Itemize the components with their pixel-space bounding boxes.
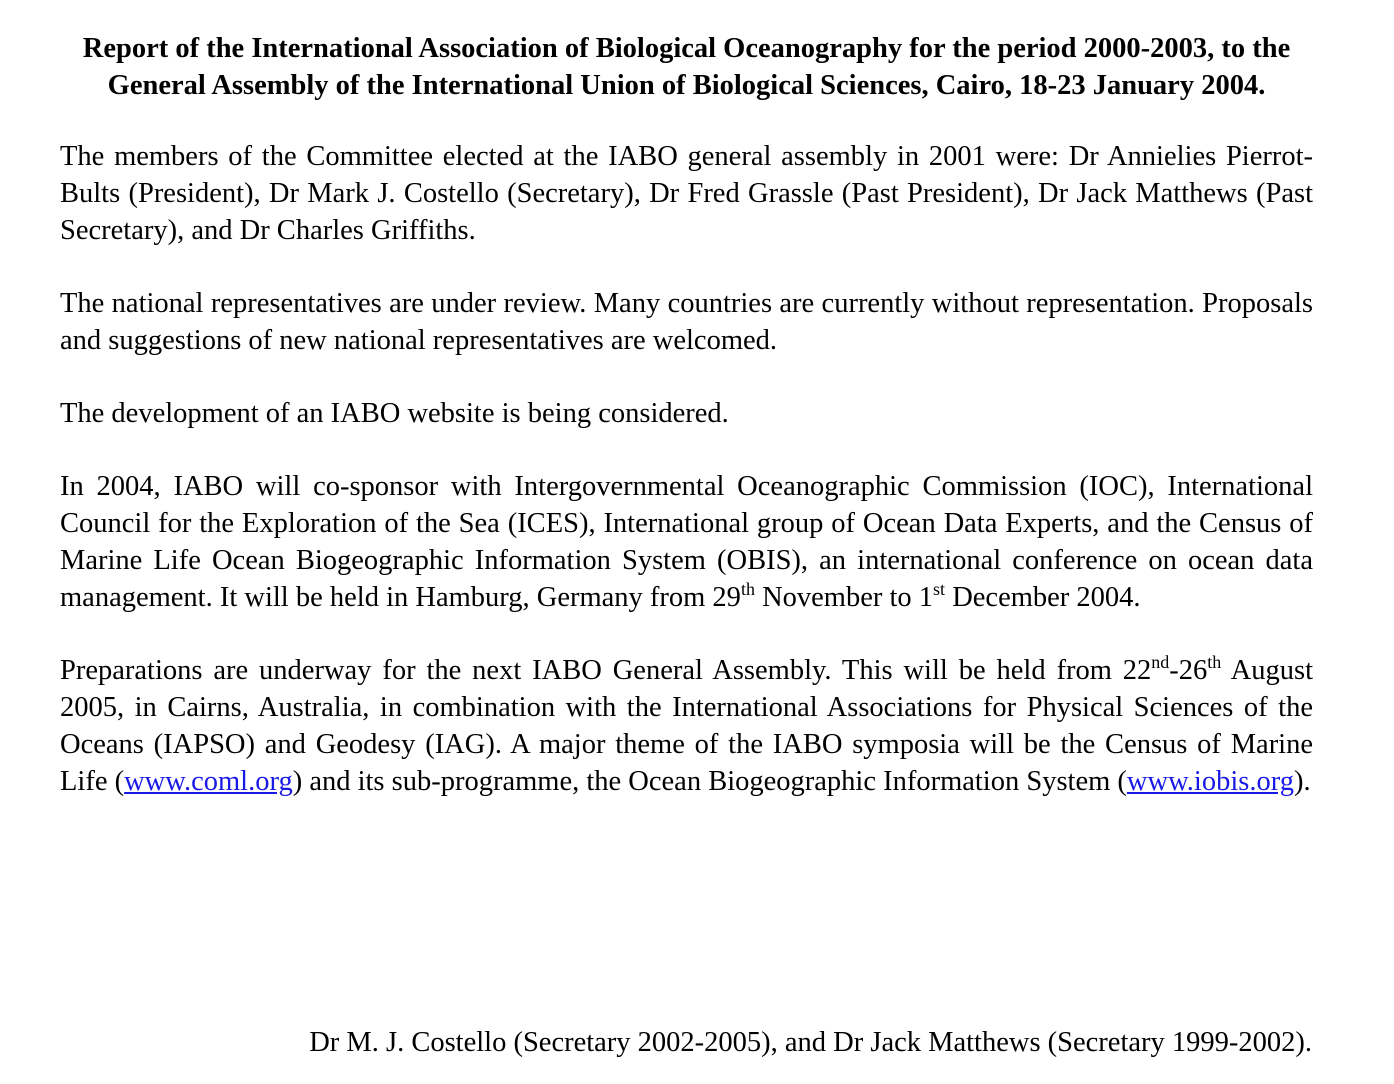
ordinal-suffix: th [1207, 651, 1222, 672]
representatives-paragraph: The national representatives are under review. Many countries are currently without representation. Proposals and suggestions of new national representatives are welcomed. [60, 288, 1313, 356]
ordinal-suffix: nd [1151, 651, 1170, 672]
assembly-text-c: August 2005, in Cairns, Australia, in combination with the International Associations for Physical Sciences of the Oceans (IAPSO) and Geodesy (IAG). A major theme of the IABO symposia will be the Census of Marine Life ( [60, 655, 1313, 797]
assembly-paragraph [60, 652, 1313, 800]
signature-line: Dr M. J. Costello (Secretary 2002-2005), and Dr Jack Matthews (Secretary 1999-2002). [309, 1027, 1312, 1058]
conference-text-c: December 2004. [945, 582, 1141, 613]
conference-paragraph [60, 468, 1313, 616]
document-page [60, 30, 1313, 836]
assembly-text-d: ) and its sub-programme, the Ocean Biogeographic Information System ( [292, 766, 1127, 797]
committee-paragraph: The members of the Committee elected at the IABO general assembly in 2001 were: Dr Annielies Pierrot-Bults (President), Dr Mark J. Costello (Secretary), Dr Fred Grassle (Past President), Dr Jack Matthews (Past Secretary), and Dr Charles Griffiths. [60, 141, 1313, 246]
ordinal-suffix: st [933, 578, 946, 599]
iobis-link[interactable]: www.iobis.org [1126, 766, 1294, 797]
website-paragraph: The development of an IABO website is being considered. [60, 398, 729, 429]
document-title: Report of the International Association of Biological Oceanography for the period 2000-2003, to the General Assembly of the International Union of Biological Sciences, Cairo, 18-23 January 2004. [82, 33, 1291, 101]
coml-link[interactable]: www.coml.org [124, 766, 293, 797]
assembly-text-a: Preparations are underway for the next IABO General Assembly. This will be held from 22 [60, 655, 1152, 686]
conference-text-b: November to 1 [754, 582, 934, 613]
conference-text-a: In 2004, IABO will co-sponsor with Intergovernmental Oceanographic Commission (IOC), International Council for the Exploration of the Sea (ICES), International group of Ocean Data Experts, and the Census of Marine Life Ocean Biogeographic Information System (OBIS), an international conference on ocean data management. It will be held in Hamburg, Germany from 29 [60, 471, 1313, 613]
assembly-text-e: ). [1293, 766, 1311, 797]
assembly-text-b: -26 [1169, 655, 1208, 686]
ordinal-suffix: th [740, 578, 755, 599]
